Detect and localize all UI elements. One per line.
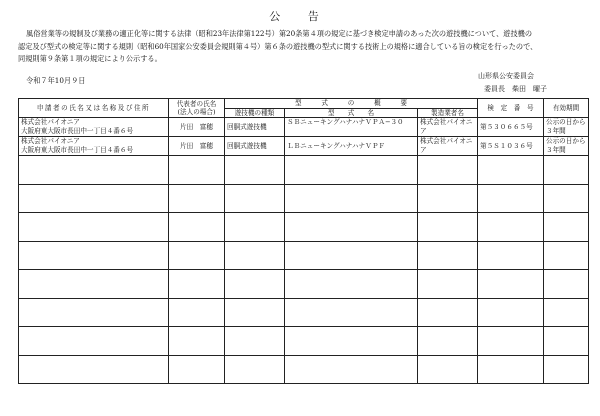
header-representative-line2: (法人の場合): [177, 108, 216, 116]
company-address: 大阪府東大阪市長田中一丁目４番６号: [21, 126, 134, 135]
empty-row: [19, 355, 589, 384]
company-name: 株式会社パイオニア: [21, 118, 80, 126]
manufacturer-cell: 株式会社パイオニア: [418, 118, 478, 137]
representative-cell: 片田 富穂: [169, 137, 225, 156]
empty-row: [19, 184, 589, 213]
issuer-name: 委員長 柴田 曜子: [484, 85, 547, 93]
empty-row: [19, 270, 589, 299]
paragraph-line-1: 風俗営業等の規制及び業務の適正化等に関する法律（昭和23年法律第122号）第20条第４項の規定に基づき検定申請のあった次の遊技機について、遊技機の: [26, 29, 533, 38]
paragraph-line-2: 認定及び型式の検定等に関する規則（昭和60年国家公安委員会規則第４号）第６条の遊技機の型式に関する技術上の規格に適合している旨の検定を行ったので、: [18, 41, 538, 51]
model-name-cell: ＳＢニューキングハナハナＶＰＡ−３０: [285, 118, 418, 137]
notice-title: 公 告: [269, 10, 331, 23]
empty-row: [19, 241, 589, 270]
machine-type-cell: 回胴式遊技機: [225, 137, 285, 156]
empty-row: [19, 327, 589, 356]
machine-type-cell: 回胴式遊技機: [225, 118, 285, 137]
header-validity: 有効期間: [544, 99, 589, 118]
table-row: [19, 118, 589, 137]
company-address: 大阪府東大阪市長田中一丁目４番６号: [21, 145, 134, 154]
representative-cell: 片田 富穂: [169, 118, 225, 137]
company-name: 株式会社パイオニア: [21, 137, 80, 145]
validity-cell: 公示の日から３年間: [544, 118, 589, 137]
header-manufacturer: 製造業者名: [418, 108, 478, 118]
header-representative: [169, 99, 225, 118]
header-model-overview: 型 式 の 概 要: [225, 99, 478, 109]
header-applicant: 申請者の氏名又は名称及び住所: [19, 99, 169, 118]
manufacturer-cell: 株式会社パイオニア: [418, 137, 478, 156]
applicant-cell: [19, 137, 169, 156]
inspection-number-cell: 第５Ｓ１０３６号: [478, 137, 544, 156]
table-row: [19, 137, 589, 156]
inspection-table: [18, 98, 589, 384]
notice-date: 令和７年10月９日: [26, 76, 86, 85]
header-machine-type: 遊技機の種類: [225, 108, 285, 118]
model-name-cell: ＬＢニューキングハナハナＶＰＦ: [285, 137, 418, 156]
inspection-number-cell: 第５３０６６５号: [478, 118, 544, 137]
issuer-block: [478, 70, 547, 96]
validity-cell: 公示の日から３年間: [544, 137, 589, 156]
paragraph-line-3: 同規則第９条第１項の規定により公示する。: [18, 54, 162, 63]
applicant-cell: [19, 118, 169, 137]
header-representative-line1: 代表者の氏名: [176, 99, 217, 108]
issuer-org: 山形県公安委員会: [478, 72, 534, 80]
empty-row: [19, 213, 589, 242]
header-inspection-number: 検 定 番 号: [478, 99, 544, 118]
empty-row: [19, 298, 589, 327]
notice-paragraph: [18, 28, 588, 66]
empty-row: [19, 156, 589, 185]
header-model-name: 型 式 名: [285, 108, 418, 118]
